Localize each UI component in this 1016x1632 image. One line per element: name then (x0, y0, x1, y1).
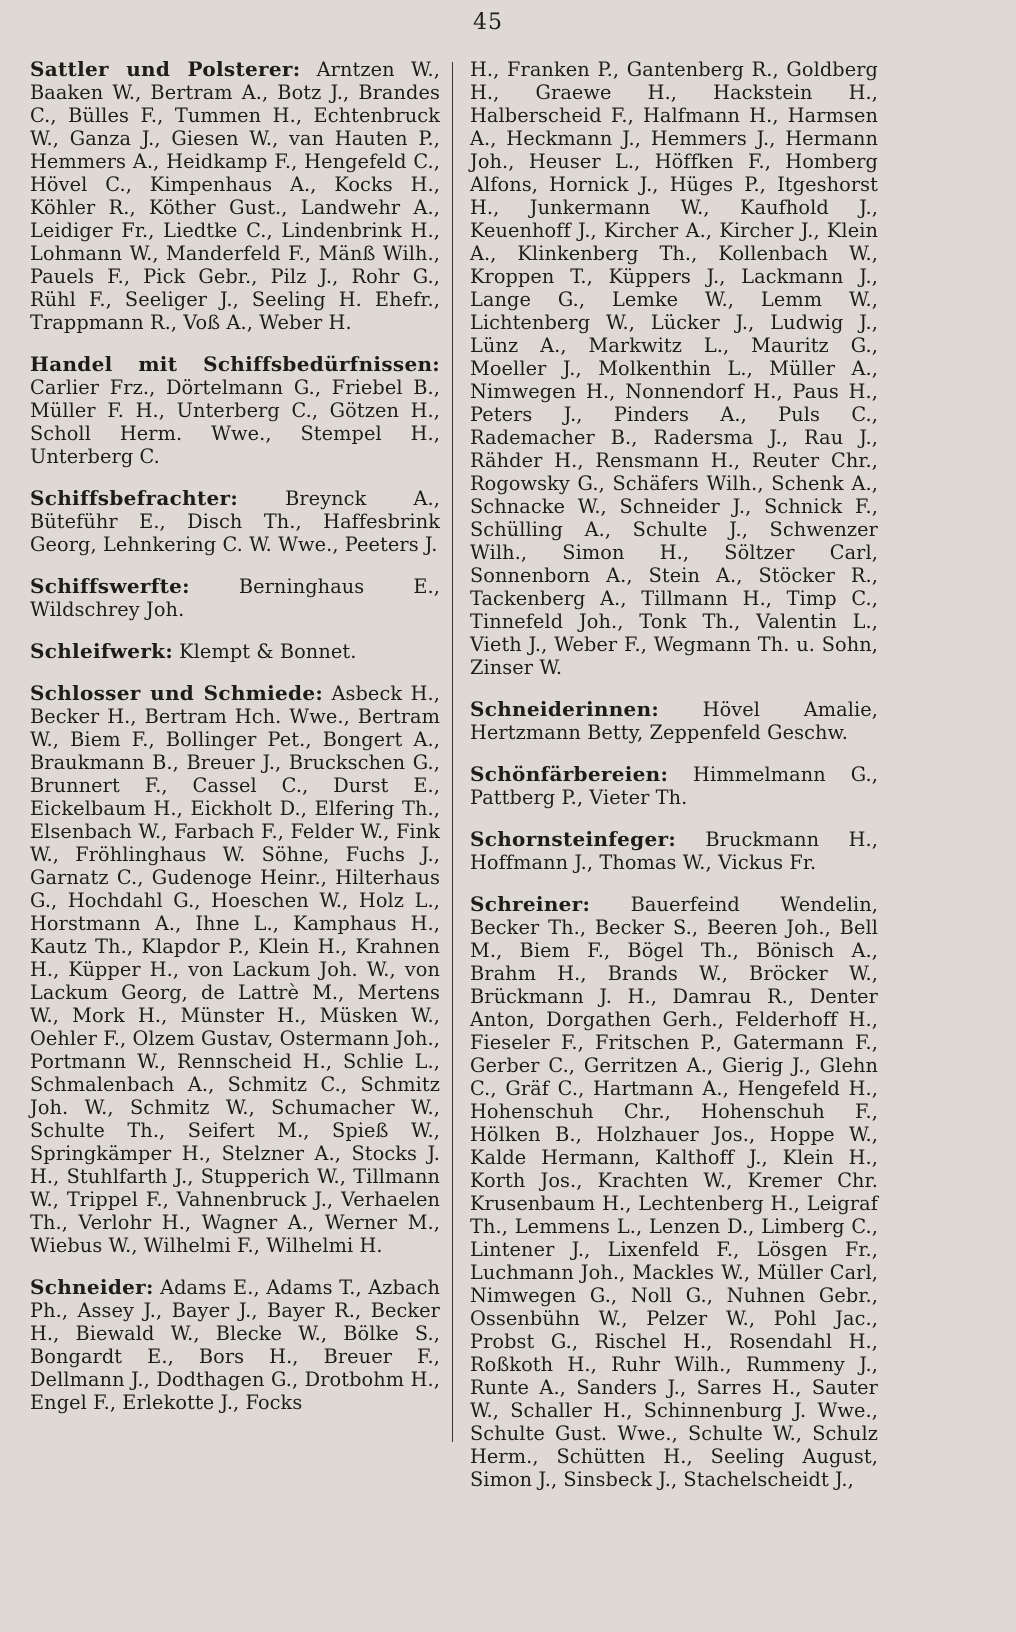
entry-heading: Schönfärbereien: (470, 762, 669, 786)
entry-handel-schiffsbeduerfnisse (30, 353, 440, 468)
entry-schoenfaerbereien (470, 763, 878, 809)
entry-names: Himmelmann G., Pattberg P., Vieter Th. (470, 763, 878, 809)
entry-schneider-continued (470, 58, 878, 679)
entry-schneider (30, 1276, 440, 1414)
entry-heading: Schneiderinnen: (470, 697, 660, 721)
right-column (470, 58, 878, 1510)
entry-names: Adams E., Adams T., Azbach Ph., Assey J., Bayer J., Bayer R., Becker H., Biewald W., Blecke W., Bölke S., Bongardt E., Bors H., Breuer F., Dellmann J., Dodthagen G., Drotbohm H., Engel F., Erlekotte J., Focks (30, 1276, 440, 1414)
entry-schlosser-schmiede (30, 682, 440, 1257)
entry-heading: Schiffsbefrachter: (30, 486, 239, 510)
left-column (30, 58, 440, 1433)
entry-schreiner (470, 893, 878, 1491)
entry-names: Breynck A., Büteführ E., Disch Th., Haffesbrink Georg, Lehnkering C. W. Wwe., Peeters J. (30, 487, 440, 556)
entry-heading: Schreiner: (470, 892, 591, 916)
entry-heading: Schlosser und Schmiede: (30, 681, 324, 705)
entry-names: Arntzen W., Baaken W., Bertram A., Botz J., Brandes C., Bülles F., Tummen H., Echtenbruck W., Ganza J., Giesen W., van Hauten P., Hemmers A., Heidkamp F., Hengefeld C., Hövel C., Kimpenhaus A., Kocks H., Köhler R., Köther Gust., Landwehr A., Leidiger Fr., Liedtke C., Lindenbrink H., Lohmann W., Manderfeld F., Mänß Wilh., Pauels F., Pick Gebr., Pilz J., Rohr G., Rühl F., Seeliger J., Seeling H. Ehefr., Trappmann R., Voß A., Weber H. (30, 58, 440, 334)
page-number: 45 (473, 10, 503, 35)
entry-heading: Sattler und Polsterer: (30, 57, 301, 81)
entry-schneiderinnen (470, 698, 878, 744)
entry-sattler (30, 58, 440, 334)
entry-names: Klempt & Bonnet. (179, 640, 357, 663)
entry-heading: Schleifwerk: (30, 639, 174, 663)
entry-schiffswerfte (30, 575, 440, 621)
entry-heading: Schornsteinfeger: (470, 827, 676, 851)
entry-names: Hövel Amalie, Hertzmann Betty, Zeppenfeld Geschw. (470, 698, 878, 744)
entry-names: Bruckmann H., Hoffmann J., Thomas W., Vickus Fr. (470, 828, 878, 874)
entry-names: Bauerfeind Wendelin, Becker Th., Becker S., Beeren Joh., Bell M., Biem F., Bögel Th., Bönisch A., Brahm H., Brands W., Bröcker W., Brückmann J. H., Damrau R., Denter Anton, Dorgathen Gerh., Felderhoff H., Fieseler F., Fritschen P., Gatermann F., Gerber C., Gerritzen A., Gierig J., Glehn C., Gräf C., Hartmann A., Hengefeld H., Hohenschuh Chr., Hohenschuh F., Hölken B., Holzhauer Jos., Hoppe W., Kalde Hermann, Kalthoff J., Klein H., Korth Jos., Krachten W., Kremer Chr. Krusenbaum H., Lechtenberg H., Leigraf Th., Lemmens L., Lenzen D., Limberg C., Lintener J., Lixenfeld F., Lösgen Fr., Luchmann Joh., Mackles W., Müller Carl, Nimwegen G., Noll G., Nuhnen Gebr., Ossenbühn W., Pelzer W., Pohl Jac., Probst G., Rischel H., Rosendahl H., Roßkoth H., Ruhr Wilh., Rummeny J., Runte A., Sanders J., Sarres H., Sauter W., Schaller H., Schinnenburg J. Wwe., Schulte Gust. Wwe., Schulte W., Schulz Herm., Schütten H., Seeling August, Simon J., Sinsbeck J., Stachelscheidt J., (470, 893, 878, 1491)
entry-names: Berninghaus E., Wildschrey Joh. (30, 575, 440, 621)
column-divider (452, 62, 453, 1442)
entry-heading: Handel mit Schiffsbedürfnissen: (30, 352, 440, 376)
entry-schleifwerk (30, 640, 440, 663)
entry-names: Asbeck H., Becker H., Bertram Hch. Wwe., Bertram W., Biem F., Bollinger Pet., Bongert A., Braukmann B., Breuer J., Bruckschen G., Brunnert F., Cassel C., Durst E., Eickelbaum H., Eickholt D., Elfering Th., Elsenbach W., Farbach F., Felder W., Fink W., Fröhlinghaus W. Söhne, Fuchs J., Garnatz C., Gudenoge Heinr., Hilterhaus G., Hochdahl G., Hoeschen W., Holz L., Horstmann A., Ihne L., Kamphaus H., Kautz Th., Klapdor P., Klein H., Krahnen H., Küpper H., von Lackum Joh. W., von Lackum Georg, de Lattrè M., Mertens W., Mork H., Münster H., Müsken W., Oehler F., Olzem Gustav, Ostermann Joh., Portmann W., Rennscheid H., Schlie L., Schmalenbach A., Schmitz C., Schmitz Joh. W., Schmitz W., Schumacher W., Schulte Th., Seifert M., Spieß W., Springkämper H., Stelzner A., Stocks J. H., Stuhlfarth J., Stupperich W., Tillmann W., Trippel F., Vahnenbruck J., Verhaelen Th., Verlohr H., Wagner A., Werner M., Wiebus W., Wilhelmi F., Wilhelmi H. (30, 682, 440, 1257)
entry-schiffsbefrachter (30, 487, 440, 556)
entry-names: H., Franken P., Gantenberg R., Goldberg H., Graewe H., Hackstein H., Halberscheid F., Halfmann H., Harmsen A., Heckmann J., Hemmers J., Hermann Joh., Heuser L., Höffken F., Homberg Alfons, Hornick J., Hüges P., Itgeshorst H., Junkermann W., Kaufhold J., Keuenhoff J., Kircher A., Kircher J., Klein A., Klinkenberg Th., Kollenbach W., Kroppen T., Küppers J., Lackmann J., Lange G., Lemke W., Lemm W., Lichtenberg W., Lücker J., Ludwig J., Lünz A., Markwitz L., Mauritz G., Moeller J., Molkenthin L., Müller A., Nimwegen H., Nonnendorf H., Paus H., Peters J., Pinders A., Puls C., Rademacher B., Radersma J., Rau J., Rähder H., Rensmann H., Reuter Chr., Rogowsky G., Schäfers Wilh., Schenk A., Schnacke W., Schneider J., Schnick F., Schülling A., Schulte J., Schwenzer Wilh., Simon H., Söltzer Carl, Sonnenborn A., Stein A., Stöcker R., Tackenberg A., Tillmann H., Timp C., Tinnefeld Joh., Tonk Th., Valentin L., Vieth J., Weber F., Wegmann Th. u. Sohn, Zinser W. (470, 58, 878, 679)
entry-heading: Schneider: (30, 1275, 154, 1299)
entry-heading: Schiffswerfte: (30, 574, 190, 598)
entry-names: Carlier Frz., Dörtelmann G., Friebel B., Müller F. H., Unterberg C., Götzen H., Scholl Herm. Wwe., Stempel H., Unterberg C. (30, 376, 440, 468)
entry-schornsteinfeger (470, 828, 878, 874)
